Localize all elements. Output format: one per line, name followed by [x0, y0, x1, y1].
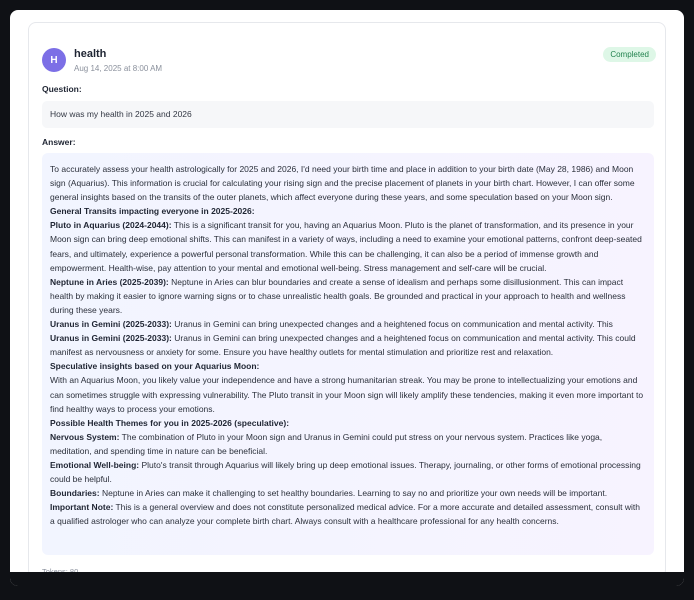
heading-health-themes: Possible Health Themes for you in 2025-2026 (speculative):	[50, 417, 290, 428]
nervous-text: The combination of Pluto in your Moon sign and Uranus in Gemini could put stress on your nervous system. Practices like yoga, meditation, and spending time in nature can be beneficial.	[50, 431, 603, 456]
uranus-paragraph-partial	[50, 317, 646, 331]
uranus-label: Uranus in Gemini (2025-2033):	[50, 333, 172, 344]
pluto-text: This is a significant transit for you, having an Aquarius Moon. Pluto is the planet of transformation, and its presence in your Moon sign can bring deep emotional shifts. This can manifest in a variety of ways, including a need to examine your emotional patterns, confront deep-seated fears, and ultimately, experience a powerful personal transformation. While this can be challenging, it can also be a period of immense growth and empowerment. Health-wise, pay attention to your mental and emotional well-being. Stress management and self-care will be crucial.	[50, 220, 642, 273]
uranus-paragraph	[50, 331, 646, 359]
answer-intro: To accurately assess your health astrologically for 2025 and 2026, I'd need your birth time and place in addition to your birth date (May 28, 1986) and Moon sign (Aquarius). This information is crucial for calculating your rising sign and the precise placement of planets in your birth chart. However, I can offer some general insights based on the transits of the outer planets, which affect everyone during these years, and some speculation based on your Moon sign.	[50, 164, 635, 203]
emotional-text: Pluto's transit through Aquarius will likely bring up deep emotional issues. Therapy, journaling, or other forms of emotional processing could be helpful.	[50, 459, 641, 485]
status-badge: Completed	[603, 47, 656, 62]
note-label: Important Note:	[50, 502, 114, 513]
uranus-text-partial: Uranus in Gemini can bring unexpected changes and a heightened focus on communication and mental activity. This	[171, 319, 613, 330]
nervous-paragraph	[50, 430, 646, 458]
emotional-paragraph	[50, 458, 646, 486]
nervous-label: Nervous System:	[50, 431, 120, 442]
neptune-paragraph	[50, 275, 646, 317]
avatar: H	[42, 48, 66, 72]
neptune-text: Neptune in Aries can blur boundaries and create a sense of idealism and perhaps some disillusionment. This can impact health by making it easier to ignore warning signs or to chase unrealistic health goals. Be grounded and practical in your approach to health and wellness during these years.	[50, 276, 626, 315]
boundaries-text: Neptune in Aries can make it challenging to set healthy boundaries. Learning to say no and prioritize your own needs will be important.	[99, 488, 608, 499]
heading-speculative: Speculative insights based on your Aquarius Moon:	[50, 361, 260, 372]
bottom-edge	[10, 572, 684, 586]
boundaries-label: Boundaries:	[50, 488, 100, 499]
entry-title: health	[74, 48, 107, 60]
speculative-paragraph: With an Aquarius Moon, you likely value your independence and have a strong humanitarian streak. You may be prone to intellectualizing your emotions and can sometimes struggle with expressing vulnerability. The Pluto transit in your Moon sign will likely amplify these tendencies, making it even more important to find healthy ways to process your emotions.	[50, 375, 644, 414]
pluto-label: Pluto in Aquarius (2024-2044):	[50, 220, 172, 231]
note-text: This is a general overview and does not constitute personalized medical advice. For a more accurate and detailed assessment, consult with a qualified astrologer who can analyze your complete birth chart. Always consult with a healthcare professional for any health concerns.	[50, 502, 640, 527]
uranus-text: Uranus in Gemini can bring unexpected changes and a heightened focus on communication and mental activity. This could manifest as nervousness or anxiety for some. Ensure you have healthy outlets for mental stimulation and prioritize rest and relaxation.	[50, 333, 636, 358]
emotional-label: Emotional Well-being:	[50, 459, 140, 470]
question-text: How was my health in 2025 and 2026	[42, 101, 654, 128]
pluto-paragraph	[50, 218, 646, 274]
question-label: Question:	[42, 84, 82, 94]
answer-label: Answer:	[42, 137, 76, 147]
note-paragraph	[50, 500, 646, 528]
boundaries-paragraph	[50, 486, 646, 500]
heading-general-transits: General Transits impacting everyone in 2025-2026:	[50, 206, 255, 217]
answer-content	[42, 153, 654, 555]
entry-timestamp: Aug 14, 2025 at 8:00 AM	[74, 64, 163, 73]
history-entry-card	[28, 22, 666, 578]
history-panel	[10, 10, 684, 586]
neptune-label: Neptune in Aries (2025-2039):	[50, 276, 169, 287]
uranus-label: Uranus in Gemini (2025-2033):	[50, 319, 172, 330]
